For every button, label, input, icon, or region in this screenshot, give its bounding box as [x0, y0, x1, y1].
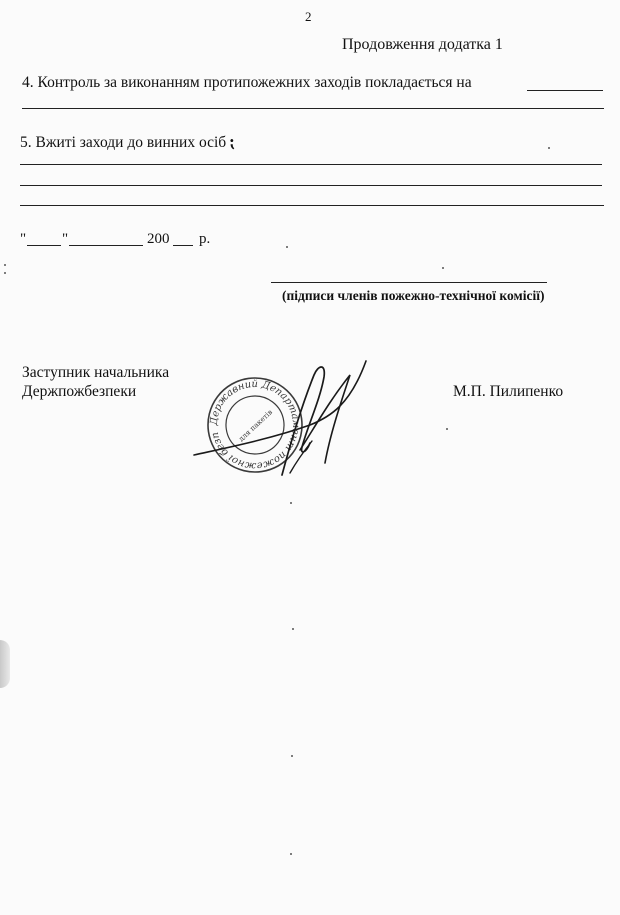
- scan-speck: [548, 147, 550, 149]
- scan-speck: [442, 267, 444, 269]
- date-open-quote: ": [20, 231, 27, 247]
- item-5-text: [20, 134, 236, 152]
- item-4-line-2: [22, 108, 604, 109]
- date-day-blank: [27, 245, 61, 246]
- stamp-outer-text: Державний Департамент пожежної безпеки: [194, 374, 302, 472]
- commission-signature-line: [271, 282, 547, 283]
- scan-speck: [291, 755, 293, 757]
- date-close-quote: ": [62, 231, 69, 247]
- item-5-line-3: [20, 205, 604, 206]
- scan-speck: [446, 428, 448, 430]
- item-5-line-1: [20, 164, 602, 165]
- commission-caption: (підписи членів пожежно-технічної комісії): [282, 288, 545, 303]
- date-month-blank: [69, 245, 143, 246]
- scan-speck: [292, 628, 294, 630]
- handwritten-signature: [190, 355, 370, 485]
- scan-speck: [290, 502, 292, 504]
- continuation-heading: Продовження додатка 1: [342, 36, 503, 53]
- signatory-title-line-1: Заступник начальника: [22, 364, 170, 381]
- item-4-text: 4. Контроль за виконанням протипожежних заходів покладається на: [22, 74, 472, 91]
- binder-hole-shadow: [0, 640, 10, 688]
- signatory-name: М.П. Пилипенко: [453, 383, 564, 400]
- scan-speck: [286, 246, 288, 248]
- item-5-line-2: [20, 185, 602, 186]
- scan-speck: [4, 264, 6, 266]
- item-4-blank: [527, 90, 603, 91]
- date-suffix: р.: [199, 231, 211, 247]
- stamp-inner-text: для пакетів: [237, 408, 275, 444]
- signatory-title-line-2: Держпожбезпеки: [22, 383, 137, 400]
- item-5-label: 5. Вжиті заходи до винних осіб: [20, 134, 227, 151]
- date-year: 200: [147, 231, 170, 247]
- page-number: 2: [305, 9, 312, 24]
- scan-speck: [4, 272, 6, 274]
- item-5-mark: ⁏: [230, 134, 236, 151]
- scan-speck: [290, 853, 292, 855]
- date-year-blank: [173, 245, 193, 246]
